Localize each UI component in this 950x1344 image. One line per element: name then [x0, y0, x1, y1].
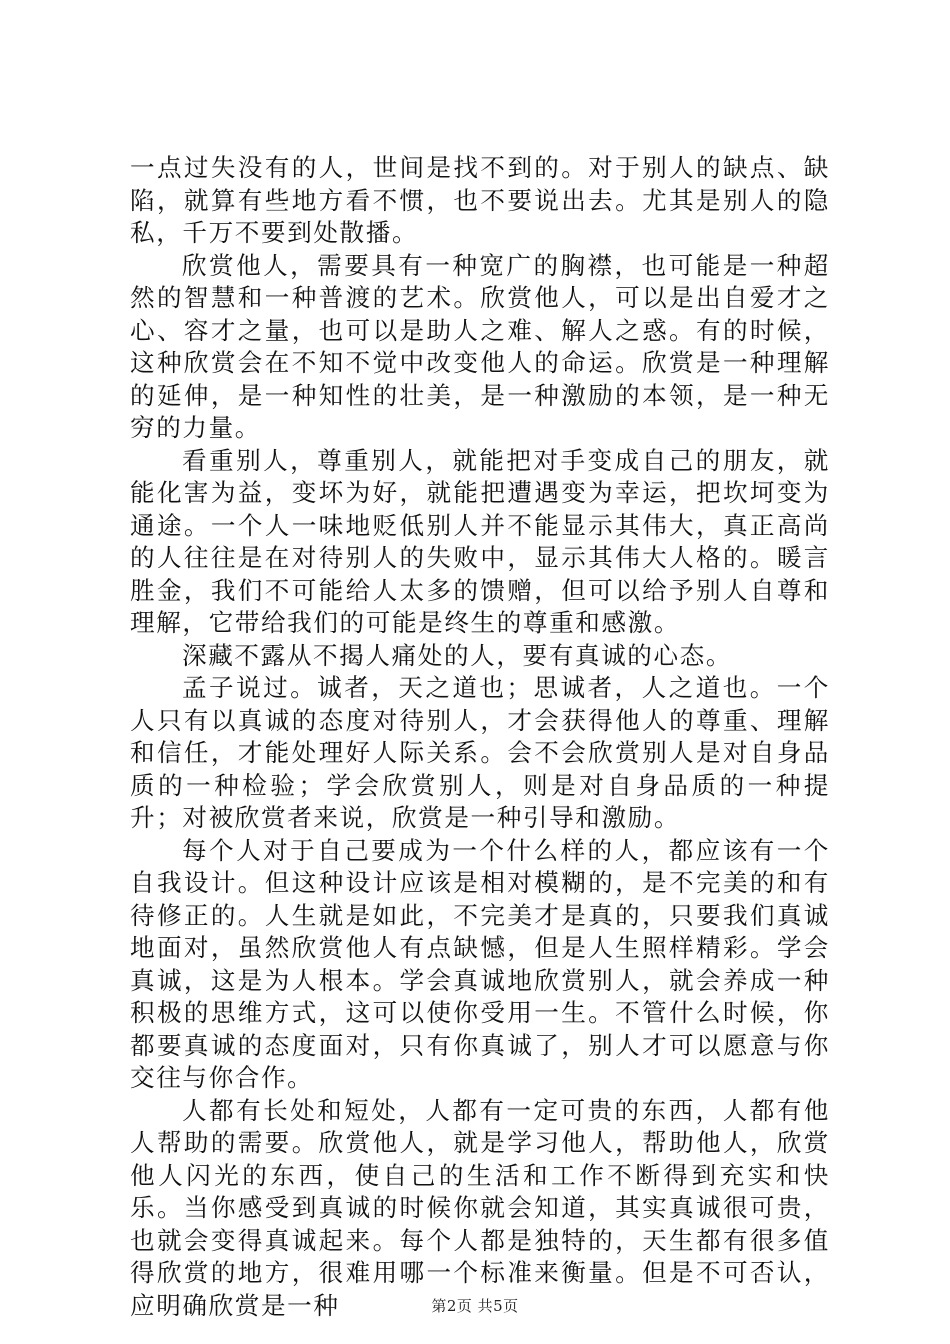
document-body [130, 152, 830, 1322]
paragraph: 每个人对于自己要成为一个什么样的人，都应该有一个自我设计。但这种设计应该是相对模糊的，是不完美的和有待修正的。人生就是如此，不完美才是真的，只要我们真诚地面对，虽然欣赏他人有点缺憾，但是人生照样精彩。学会真诚，这是为人根本。学会真诚地欣赏别人，就会养成一种积极的思维方式，这可以使你受用一生。不管什么时候，你都要真诚的态度面对，只有你真诚了，别人才可以愿意与你交往与你合作。 [130, 835, 830, 1092]
paragraph: 深藏不露从不揭人痛处的人，要有真诚的心态。 [182, 640, 733, 670]
paragraph: 人都有长处和短处，人都有一定可贵的东西，人都有他人帮助的需要。欣赏他人，就是学习他人，帮助他人，欣赏他人闪光的东西，使自己的生活和工作不断得到充实和快乐。当你感受到真诚的时候你就会知道，其实真诚很可贵，也就会变得真诚起来。每个人都是独特的，天生都有很多值得欣赏的地方，很难用哪一个标准来衡量。但是不可否认，应明确欣赏是一种 [130, 1095, 830, 1320]
paragraph-continuation: 一点过失没有的人，世间是找不到的。对于别人的缺点、缺陷，就算有些地方看不惯，也不要说出去。尤其是别人的隐私，千万不要到处散播。 [130, 153, 830, 247]
paragraph: 欣赏他人，需要具有一种宽广的胸襟，也可能是一种超然的智慧和一种普渡的艺术。欣赏他人，可以是出自爱才之心、容才之量，也可以是助人之难、解人之惑。有的时候，这种欣赏会在不知不觉中改变他人的命运。欣赏是一种理解的延伸，是一种知性的壮美，是一种激励的本领，是一种无穷的力量。 [130, 250, 830, 442]
paragraph: 看重别人，尊重别人，就能把对手变成自己的朋友，就能化害为益，变坏为好，就能把遭遇变为幸运，把坎坷变为通途。一个人一味地贬低别人并不能显示其伟大，真正高尚的人往往是在对待别人的失败中，显示其伟大人格的。暖言胜金，我们不可能给人太多的馈赠，但可以给予别人自尊和理解，它带给我们的可能是终生的尊重和感激。 [130, 445, 830, 637]
paragraph: 孟子说过。诚者，天之道也；思诚者，人之道也。一个人只有以真诚的态度对待别人，才会获得他人的尊重、理解和信任，才能处理好人际关系。会不会欣赏别人是对自身品质的一种检验；学会欣赏别人，则是对自身品质的一种提升；对被欣赏者来说，欣赏是一种引导和激励。 [130, 673, 830, 832]
page-number-footer: 第2页 共5页 [431, 1297, 519, 1315]
